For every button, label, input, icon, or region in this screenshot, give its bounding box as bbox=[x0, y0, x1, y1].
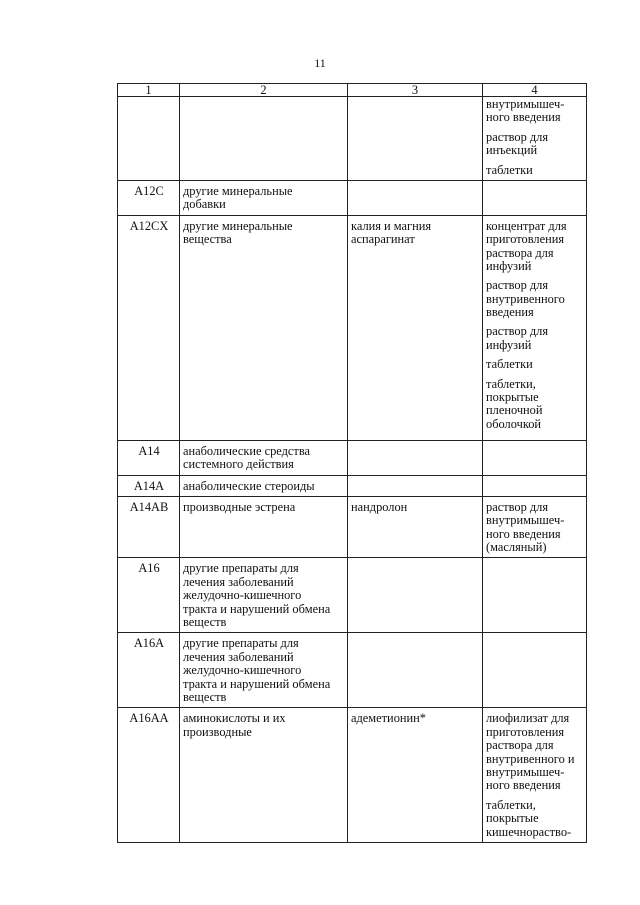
table-row bbox=[118, 475, 587, 496]
group-name-cell: другие минеральные добавки bbox=[180, 180, 348, 215]
atc-code-cell: A12CX bbox=[118, 215, 180, 440]
dosage-forms-cell bbox=[483, 475, 587, 496]
atc-code-cell: A16AA bbox=[118, 708, 180, 843]
dosage-form-item: внутримышеч- ного введения bbox=[486, 97, 565, 125]
atc-code-cell: A12C bbox=[118, 180, 180, 215]
page-number: 11 bbox=[314, 56, 326, 70]
dosage-form-item: таблетки, покрытые кишечнораство- bbox=[486, 797, 572, 839]
dosage-forms-cell bbox=[483, 558, 587, 633]
group-name-cell: другие минеральные вещества bbox=[180, 215, 348, 440]
dosage-form-item: лиофилизат для приготовления раствора для внутривенного и внутримышеч- ного введения bbox=[486, 711, 575, 793]
atc-code-cell: A16A bbox=[118, 633, 180, 708]
substance-cell: калия и магния аспарагинат bbox=[348, 215, 483, 440]
substance-cell bbox=[348, 633, 483, 708]
atc-code-cell: A14AB bbox=[118, 496, 180, 558]
group-name-cell: анаболические средства системного действия bbox=[180, 440, 348, 475]
group-name-cell bbox=[180, 97, 348, 181]
dosage-form-item: раствор для внутривенного введения bbox=[486, 278, 565, 320]
dosage-form-item: таблетки, покрытые пленочной оболочкой bbox=[486, 376, 543, 431]
table-row bbox=[118, 558, 587, 633]
dosage-forms-cell bbox=[483, 180, 587, 215]
dosage-form-item: раствор для инъекций bbox=[486, 129, 549, 158]
substance-cell bbox=[348, 97, 483, 181]
dosage-form-item: раствор для внутримышеч- ного введения (масляный) bbox=[486, 499, 565, 555]
dosage-forms-cell bbox=[483, 496, 587, 558]
substance-cell bbox=[348, 475, 483, 496]
table-row bbox=[118, 440, 587, 475]
table-header-row bbox=[118, 84, 587, 97]
table-body bbox=[118, 97, 587, 843]
column-header-1: 1 bbox=[118, 84, 180, 97]
atc-code-cell: A16 bbox=[118, 558, 180, 633]
table-row bbox=[118, 215, 587, 440]
atc-code-cell: A14A bbox=[118, 475, 180, 496]
table-row bbox=[118, 97, 587, 181]
substance-cell: нандролон bbox=[348, 496, 483, 558]
dosage-forms-cell bbox=[483, 708, 587, 843]
column-header-3: 3 bbox=[348, 84, 483, 97]
group-name-cell: другие препараты для лечения заболеваний желудочно-кишечного тракта и нарушений обмена веществ bbox=[180, 558, 348, 633]
table-row bbox=[118, 633, 587, 708]
substance-cell: адеметионин* bbox=[348, 708, 483, 843]
substance-cell bbox=[348, 558, 483, 633]
dosage-form-item: таблетки bbox=[486, 357, 533, 372]
atc-code-cell bbox=[118, 97, 180, 181]
table-row bbox=[118, 708, 587, 843]
column-header-4: 4 bbox=[483, 84, 587, 97]
dosage-forms-cell bbox=[483, 215, 587, 440]
dosage-forms-cell bbox=[483, 633, 587, 708]
table-row bbox=[118, 180, 587, 215]
dosage-form-item: концентрат для приготовления раствора для инфузий bbox=[486, 218, 567, 273]
substance-cell bbox=[348, 440, 483, 475]
atc-code-cell: A14 bbox=[118, 440, 180, 475]
dosage-forms-cell bbox=[483, 440, 587, 475]
group-name-cell: аминокислоты и их производные bbox=[180, 708, 348, 843]
group-name-cell: производные эстрена bbox=[180, 496, 348, 558]
dosage-form-item: раствор для инфузий bbox=[486, 324, 549, 352]
dosage-forms-cell bbox=[483, 97, 587, 181]
group-name-cell: анаболические стероиды bbox=[180, 475, 348, 496]
substance-cell bbox=[348, 180, 483, 215]
dosage-form-item: таблетки bbox=[486, 162, 533, 177]
group-name-cell: другие препараты для лечения заболеваний желудочно-кишечного тракта и нарушений обмена веществ bbox=[180, 633, 348, 708]
drug-table bbox=[117, 83, 587, 843]
column-header-2: 2 bbox=[180, 84, 348, 97]
table-row bbox=[118, 496, 587, 558]
